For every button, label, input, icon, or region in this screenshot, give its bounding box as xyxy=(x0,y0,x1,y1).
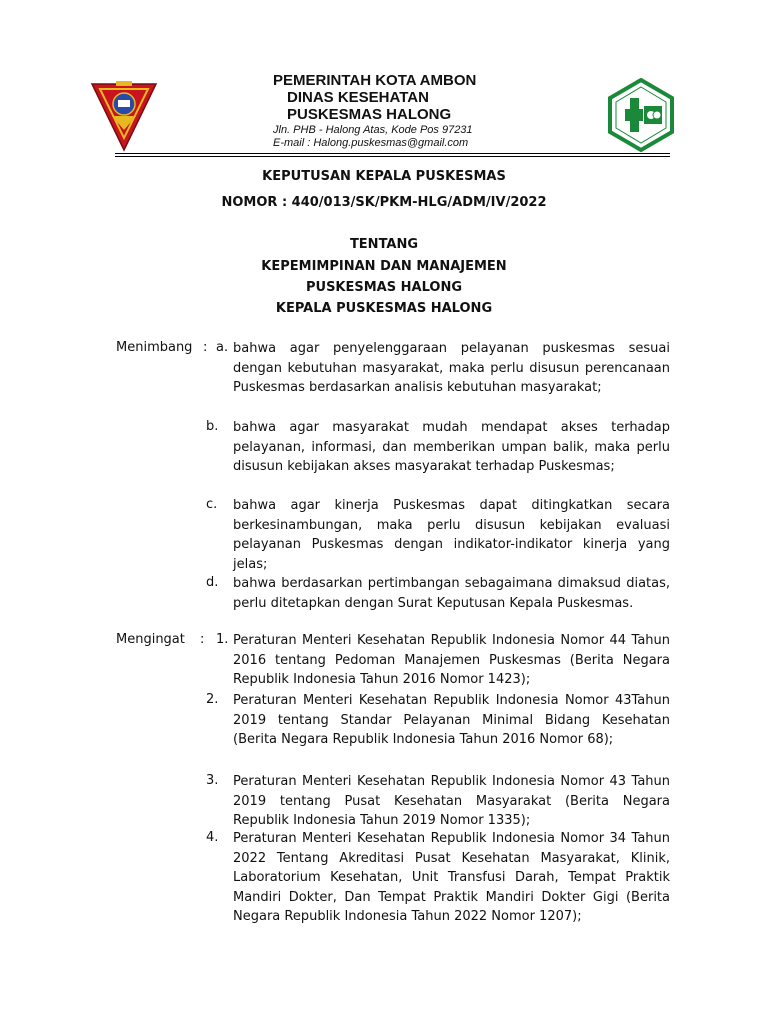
menimbang-item-d: bahwa berdasarkan pertimbangan sebagaimana dimaksud diatas, perlu ditetapkan dengan Surat Keputusan Kepala Puskesmas. xyxy=(233,576,670,611)
header-email: E-mail : Halong.puskesmas@gmail.com xyxy=(273,137,469,149)
menimbang-label: Menimbang xyxy=(116,340,193,355)
header-government: PEMERINTAH KOTA AMBON xyxy=(273,72,477,89)
decree-signer: KEPALA PUSKESMAS HALONG xyxy=(275,301,493,316)
letterhead xyxy=(0,0,768,156)
mengingat-mark-4: 4. xyxy=(206,830,219,845)
menimbang-item-c: bahwa agar kinerja Puskesmas dapat ditingkatkan secara berkesinambungan, maka perlu disusun kebijakan evaluasi pelayanan Puskesmas dengan indikator-indikator kinerja yang jelas; xyxy=(233,498,670,572)
menimbang-item-b: bahwa agar masyarakat mudah mendapat akses terhadap pelayanan, informasi, dan memberikan umpan balik, maka perlu disusun kebijakan akses masyarakat terhadap Puskesmas; xyxy=(233,420,670,475)
mengingat-label: Mengingat xyxy=(116,632,185,647)
mengingat-item-1: Peraturan Menteri Kesehatan Republik Indonesia Nomor 44 Tahun 2016 tentang Pedoman Manajemen Puskesmas (Berita Negara Republik Indonesia Tahun 2016 Nomor 1423); xyxy=(233,633,670,688)
city-emblem-icon xyxy=(90,78,158,152)
mengingat-item-2: Peraturan Menteri Kesehatan Republik Indonesia Nomor 43Tahun 2019 tentang Standar Pelayanan Minimal Bidang Kesehatan (Berita Negara Republik Indonesia Tahun 2016 Nomor 68); xyxy=(233,693,670,748)
header-institution: PUSKESMAS HALONG xyxy=(287,106,452,123)
mengingat-item-3: Peraturan Menteri Kesehatan Republik Indonesia Nomor 43 Tahun 2019 tentang Pusat Kesehatan Masyarakat (Berita Negara Republik Indonesia Tahun 2019 Nomor 1335); xyxy=(233,774,670,829)
decree-subject-2: PUSKESMAS HALONG xyxy=(305,280,462,295)
mengingat-colon: : xyxy=(200,632,205,647)
header-department: DINAS KESEHATAN xyxy=(287,89,429,106)
menimbang-colon: : xyxy=(203,340,208,355)
decree-subject-1: KEPEMIMPINAN DAN MANAJEMEN xyxy=(261,259,507,274)
menimbang-mark-a: a. xyxy=(216,340,229,355)
mengingat-mark-1: 1. xyxy=(216,632,229,647)
decree-about: TENTANG xyxy=(349,237,419,252)
mengingat-mark-2: 2. xyxy=(206,692,219,707)
decree-heading: KEPUTUSAN KEPALA PUSKESMAS xyxy=(262,169,506,184)
header-rule-thin xyxy=(115,153,670,154)
header-rule-thick xyxy=(115,156,670,157)
puskesmas-logo-icon xyxy=(604,78,678,152)
mengingat-mark-3: 3. xyxy=(206,773,219,788)
letterhead-text xyxy=(273,72,573,150)
decree-number: NOMOR : 440/013/SK/PKM-HLG/ADM/IV/2022 xyxy=(221,195,547,210)
menimbang-mark-b: b. xyxy=(206,419,219,434)
menimbang-item-a: bahwa agar penyelenggaraan pelayanan puskesmas sesuai dengan kebutuhan masyarakat, maka perlu disusun perencanaan Puskesmas berdasarkan analisis kebutuhan masyarakat; xyxy=(233,341,670,396)
menimbang-mark-c: c. xyxy=(206,497,218,512)
header-address: Jln. PHB - Halong Atas, Kode Pos 97231 xyxy=(273,124,473,136)
menimbang-mark-d: d. xyxy=(206,575,219,590)
mengingat-item-4: Peraturan Menteri Kesehatan Republik Indonesia Nomor 34 Tahun 2022 Tentang Akreditasi Pusat Kesehatan Masyarakat, Klinik, Laboratorium Kesehatan, Unit Transfusi Darah, Tempat Praktik Mandiri Dokter, Dan Tempat Praktik Mandiri Dokter Gigi (Berita Negara Republik Indonesia Tahun 2022 Nomor 1207); xyxy=(233,831,670,925)
